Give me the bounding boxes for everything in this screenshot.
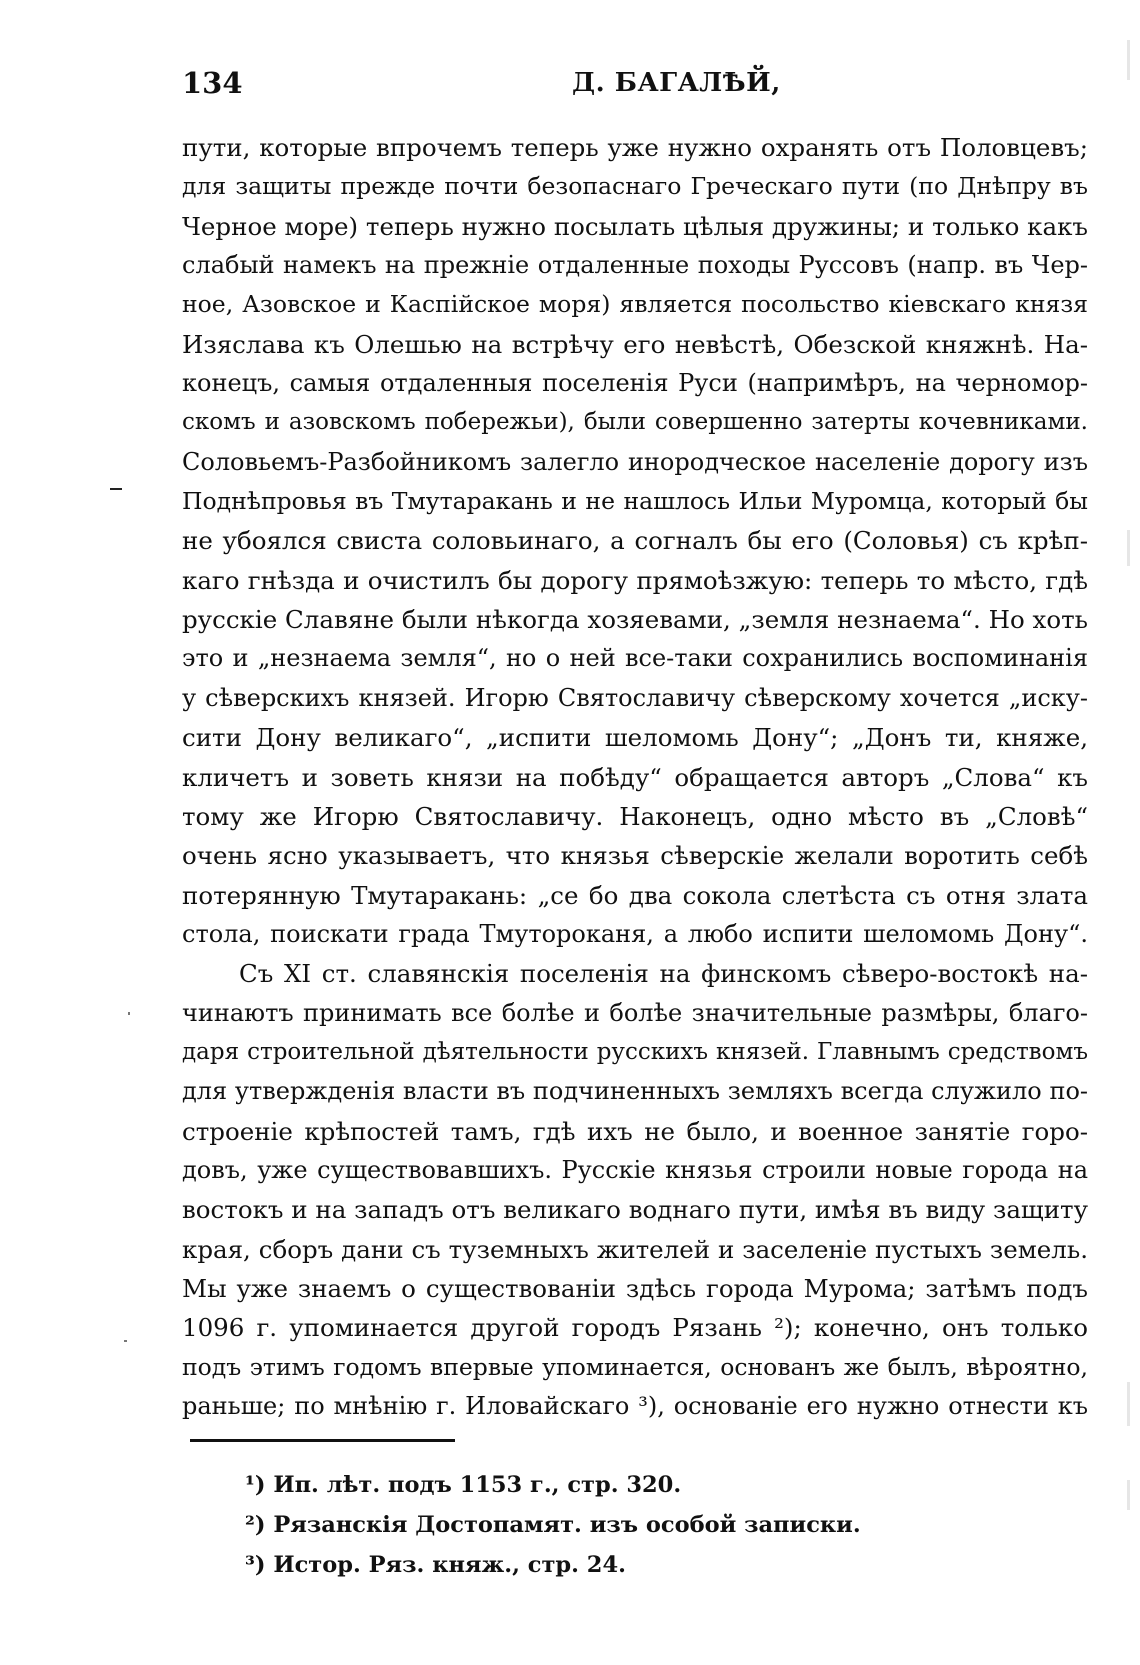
scan-edge-line (1127, 40, 1130, 80)
body-text (182, 128, 1088, 1426)
text-line: Мы уже знаемъ о существованіи здѣсь города Мурома; затѣмъ подъ (182, 1273, 1088, 1303)
text-line: раньше; по мнѣнію г. Иловайскаго ³), основаніе его нужно отнести къ (182, 1392, 1088, 1420)
scan-edge-line (1127, 530, 1130, 566)
scan-edge-line (1127, 1382, 1130, 1426)
text-line: Черное море) теперь нужно посылать цѣлыя дружины; и только какъ (182, 211, 1088, 241)
text-line: строеніе крѣпостей тамъ, гдѣ ихъ не было, и военное занятіе горо- (182, 1116, 1088, 1146)
text-line: довъ, уже существовавшихъ. Русскіе князья строили новые города на (182, 1155, 1088, 1184)
footnote-1: ¹) Ип. лѣт. подъ 1153 г., стр. 320. (245, 1472, 682, 1498)
text-line: пути, которые впрочемъ теперь уже нужно охранять отъ Половцевъ; (182, 133, 1088, 162)
text-line: для защиты прежде почти безопаснаго Греческаго пути (по Днѣпру въ (182, 172, 1088, 201)
text-line: востокъ и на западъ отъ великаго воднаго пути, имѣя въ виду защиту (182, 1195, 1088, 1225)
margin-dot-mark (124, 1340, 127, 1342)
text-line: каго гнѣзда и очистилъ бы дорогу прямоѣзжую: теперь то мѣсто, гдѣ (182, 565, 1088, 595)
text-line: не убоялся свиста соловьинаго, а согналъ бы его (Соловья) съ крѣп- (182, 526, 1088, 556)
text-line: это и „незнаема земля“, но о ней все-таки сохранились воспоминанія (182, 644, 1088, 673)
text-line: 1096 г. упоминается другой городъ Рязань ²); конечно, онъ только (182, 1313, 1088, 1343)
text-line: сити Дону великаго“, „испити шеломомь Дону“; „Донъ ти, княже, (182, 723, 1088, 753)
text-line: слабый намекъ на прежніе отдаленные походы Руссовъ (напр. въ Чер- (182, 251, 1088, 280)
scan-edge-line (1127, 1480, 1130, 1510)
text-line: стола, поискати града Тмутороканя, а любо испити шеломомь Дону“. (182, 919, 1088, 948)
text-line: тому же Игорю Святославичу. Наконецъ, одно мѣсто въ „Словѣ“ (182, 801, 1088, 831)
text-line: для утвержденія власти въ подчиненныхъ земляхъ всегда служило по- (182, 1077, 1088, 1106)
footnote-3: ³) Истор. Ряз. княж., стр. 24. (245, 1552, 626, 1578)
text-line: скомъ и азовскомъ побережьи), были совершенно затерты кочевниками. (182, 409, 1088, 436)
text-line: Поднѣпровья въ Тмутаракань и не нашлось Ильи Муромца, который бы (182, 487, 1088, 516)
text-line: русскіе Славяне были нѣкогда хозяевами, „земля незнаема“. Но хоть (182, 605, 1088, 635)
text-line: потерянную Тмутаракань: „се бо два сокола слетѣста съ отня злата (182, 880, 1088, 910)
text-line: у сѣверскихъ князей. Игорю Святославичу сѣверскому хочется „иску- (182, 683, 1088, 712)
text-line: конецъ, самыя отдаленныя поселенія Руси (напримѣръ, на черномор- (182, 369, 1088, 398)
footnotes (245, 1465, 861, 1585)
footnote-rule (190, 1439, 455, 1442)
margin-dash-mark (110, 488, 122, 490)
page-header (182, 66, 1088, 106)
margin-dot-mark (128, 1012, 130, 1015)
page-number: 134 (182, 66, 243, 100)
running-head: Д. БАГАЛѢЙ, (572, 68, 781, 98)
text-line: подъ этимъ годомъ впервые упоминается, основанъ же былъ, вѣроятно, (182, 1352, 1088, 1381)
text-line: чинаютъ принимать все болѣе и болѣе значительные размѣры, благо- (182, 998, 1088, 1027)
text-line: Изяслава къ Олешью на встрѣчу его невѣстѣ, Обезской княжнѣ. На- (182, 329, 1088, 359)
text-line: очень ясно указываетъ, что князья сѣверскіе желали воротить себѣ (182, 841, 1088, 871)
text-line: края, сборъ дани съ туземныхъ жителей и заселеніе пустыхъ земель. (182, 1234, 1088, 1264)
text-line: Съ XI ст. славянскія поселенія на финскомъ сѣверо-востокѣ на- (239, 959, 1088, 989)
footnote-2: ²) Рязанскія Достопамят. изъ особой записки. (245, 1512, 861, 1538)
text-line: кличетъ и зоветь князи на побѣду“ обращается авторъ „Слова“ къ (182, 762, 1088, 792)
text-line: Соловьемъ-Разбойникомъ залегло инородческое населеніе дорогу изъ (182, 447, 1088, 476)
text-line: даря строительной дѣятельности русскихъ князей. Главнымъ средствомъ (182, 1038, 1088, 1065)
text-line: ное, Азовское и Каспійское моря) является посольство кіевскаго князя (182, 290, 1088, 319)
